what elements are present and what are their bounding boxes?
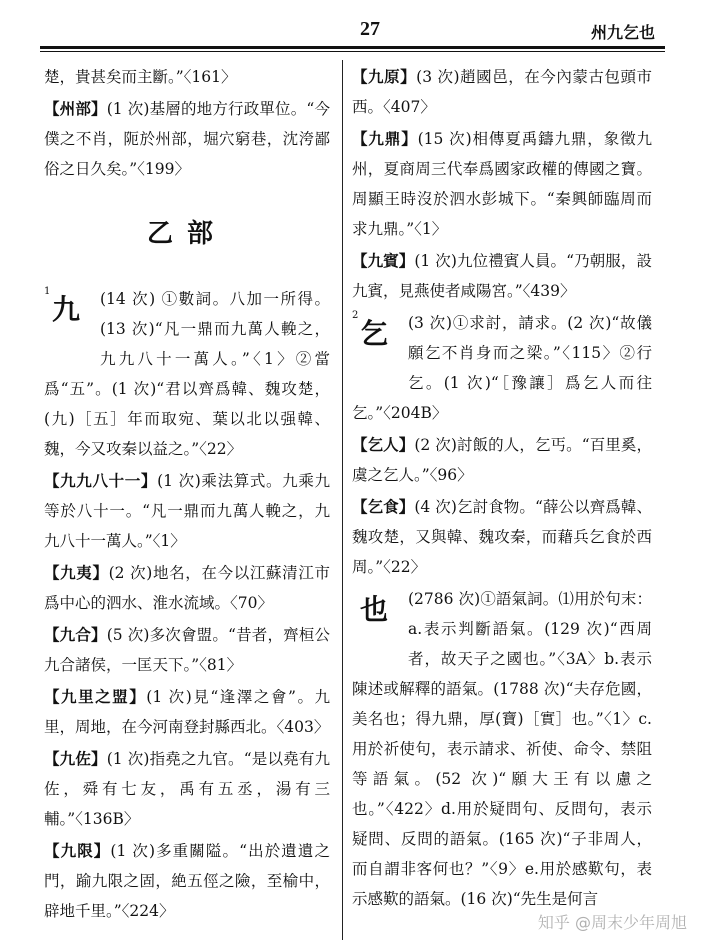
page-number: 27 <box>360 18 380 40</box>
entry-qishi <box>352 492 652 582</box>
headword: 【九鼎】 <box>352 130 418 148</box>
headword: 【九九八十一】 <box>44 472 158 490</box>
headword: 【乞食】 <box>352 498 415 516</box>
running-head: 州九乞也 <box>590 23 655 42</box>
left-column <box>44 62 330 928</box>
entry-qiren <box>352 430 652 490</box>
definition: (2 次)地名，在今以江蘇清江市爲中心的泗水、淮水流域。〈70〉 <box>44 564 330 612</box>
definition: (1 次)指堯之九官。“是以堯有九佐，舜有七友，禹有五丞，湯有三輔。”〈136B〉 <box>44 750 330 828</box>
headword: 【九佐】 <box>44 750 107 768</box>
definition: (2 次)討飯的人，乞丐。“百里奚，虞之乞人。”〈96〉 <box>352 436 652 484</box>
headword: 【九里之盟】 <box>44 688 147 706</box>
entry-jiuhe <box>44 620 330 680</box>
header-rule-thin <box>40 51 665 52</box>
head-character: 乞 <box>360 317 389 350</box>
headword: 【九夷】 <box>44 564 109 582</box>
headword: 【州部】 <box>44 100 107 118</box>
char-index: 1 <box>44 286 51 297</box>
head-character: 也 <box>360 593 389 626</box>
headword: 【九合】 <box>44 626 107 644</box>
definition: (1 次)見“逢澤之會”。九里，周地，在今河南登封縣西北。〈403〉 <box>44 688 330 736</box>
entry-jiuxian <box>44 836 330 926</box>
entry-jiulizhimeng <box>44 682 330 742</box>
header-rule-thick <box>40 46 665 49</box>
entry-jiuyuan <box>352 62 652 122</box>
headword: 【九限】 <box>44 842 111 860</box>
definition: (14 次) ①數詞。八加一所得。(13 次)“凡一鼎而九萬人輓之，九九八十一萬人。”〈1〉②當爲“五”。(1 次)“君以齊爲韓、魏攻楚，(九)［五］年而取宛、葉以北以强韓、魏，今又攻秦以益之。”〈22〉 <box>44 290 330 458</box>
headword: 【九賓】 <box>352 252 415 270</box>
definition: (1 次)基層的地方行政單位。“今僕之不肖，阨於州部，堀穴窮巷，沈洿鄙俗之日久矣。”〈199〉 <box>44 100 330 178</box>
char-block <box>352 584 402 646</box>
definition: (1 次)九位禮賓人員。“乃朝服，設九賓，見燕使者咸陽宮。”〈439〉 <box>352 252 652 300</box>
head-character: 九 <box>52 293 81 326</box>
entry-jiuding <box>352 124 652 244</box>
page-header <box>40 16 665 44</box>
entry-jiubin <box>352 246 652 306</box>
char-entry-jiu <box>44 284 330 464</box>
definition: (1 次)多重關隘。“出於遺遺之門，踰九限之固，絶五俓之險，至榆中，辟地千里。”〈224〉 <box>44 842 330 920</box>
definition: (15 次)相傳夏禹鑄九鼎，象徵九州，夏商周三代奉爲國家政權的傳國之寶。周顯王時沒於泗水彭城下。“秦興師臨周而求九鼎。”〈1〉 <box>352 130 652 238</box>
definition: (1 次)乘法算式。九乘九等於八十一。“凡一鼎而九萬人輓之，九九八十一萬人。”〈1〉 <box>44 472 330 550</box>
headword: 【九原】 <box>352 68 417 86</box>
char-block <box>352 308 402 370</box>
char-entry-ye <box>352 584 652 914</box>
column-divider <box>342 60 343 940</box>
right-column <box>352 62 652 916</box>
definition: (3 次)趙國邑，在今內蒙古包頭市西。〈407〉 <box>352 68 652 116</box>
char-block <box>44 284 94 346</box>
char-index: 2 <box>352 310 359 321</box>
char-entry-qi <box>352 308 652 428</box>
entry-jiuyi <box>44 558 330 618</box>
definition: (4 次)乞討食物。“薛公以齊爲韓、魏攻楚，又與韓、魏攻秦，而藉兵乞食於西周。”〈22〉 <box>352 498 652 576</box>
continuation-text: 楚，貴甚矣而主斷。”〈161〉 <box>44 68 237 86</box>
definition: (2786 次)①語氣詞。⑴用於句末：a.表示判斷語氣。(129 次)“西周者，故天子之國也。”〈3A〉b.表示陳述或解釋的語氣。(1788 次)“夫存危國，美名也；得九鼎，厚(寶)［實］也。”〈1〉c.用於祈使句，表示請求、祈使、命令、禁阻等語氣。(52 次)“願大王有以慮之也。”〈422〉d.用於疑問句、反問句，表示疑問、反問的語氣。(165 次)“子非周人，而自謂非客何也？”〈9〉e.用於感歎句，表示感歎的語氣。(16 次)“先生是何言 <box>352 590 652 908</box>
definition: (5 次)多次會盟。“昔者，齊桓公九合諸侯，一匡天下。”〈81〉 <box>44 626 330 674</box>
entry-jiujiu <box>44 466 330 556</box>
definition: (3 次)①求討，請求。(2 次)“故儀願乞不肖身而之梁。”〈115〉②行乞。(1 次)“［豫讓］爲乞人而往乞。”〈204B〉 <box>352 314 652 422</box>
watermark: 知乎 @周末少年周旭 <box>537 913 687 932</box>
entry-zhoubu <box>44 94 330 184</box>
section-heading: 乙部 <box>146 219 227 249</box>
entry-jiuzuo <box>44 744 330 834</box>
headword: 【乞人】 <box>352 436 415 454</box>
